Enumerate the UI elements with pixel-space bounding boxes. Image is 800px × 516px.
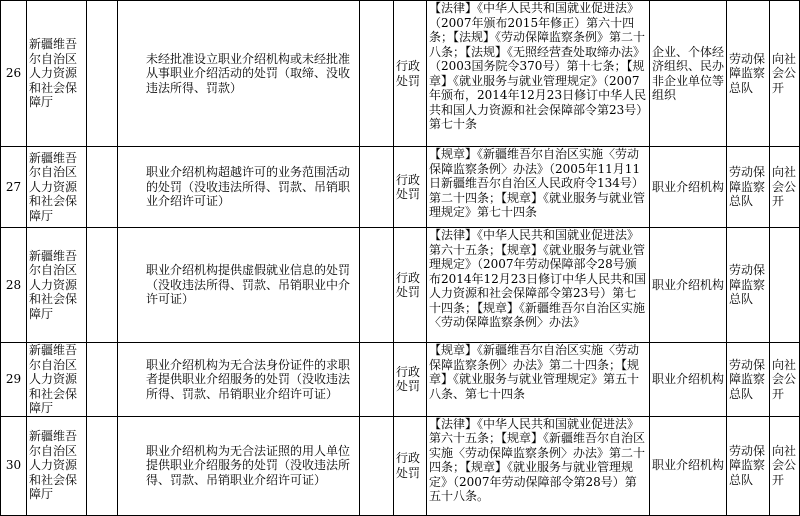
- legal-basis-cell: [427, 1, 650, 147]
- disclosure-cell: [770, 228, 800, 343]
- row-number: 26: [1, 1, 27, 147]
- subject-cell: 企业、个体经济组织、民办非企业单位等组织: [650, 1, 727, 147]
- legal-basis-text: 【法律】《中华人民共和国就业促进法》（2007年颁布2015年修正）第六十四条；【法规】《劳动保障监察条例》第二十八条；【法规】《无照经营查处取缔办法》（2003国务院令370号）第十七条；【规章】《就业服务与就业管理规定》（2007年颁布，2014年12月23日修订中华人民共和国人力资源和社会保障部令第23号）第七十条: [429, 1, 647, 131]
- subject-cell: 职业介绍机构: [650, 228, 727, 343]
- legal-basis-text: 【法律】《中华人民共和国就业促进法》第六十五条；【规章】《新疆维吾尔自治区实施〈劳动保障监察条例〉办法》第二十四条；【规章】《就业服务与就业管理规定》（2007年劳动保障部令第28号）第五十八条。: [429, 416, 646, 503]
- empty-cell: [360, 147, 394, 228]
- legal-basis-cell: [427, 228, 650, 343]
- penalty-type-cell: 行政处罚: [394, 343, 427, 417]
- empty-cell: [87, 416, 118, 515]
- penalty-type-cell: 行政处罚: [394, 1, 427, 147]
- legal-basis-cell: [427, 416, 650, 515]
- item-name-cell: 职业介绍机构为无合法身份证件的求职者提供职业介绍服务的处罚（没收违法所得、罚款、吊销职业介绍许可证）: [118, 343, 360, 417]
- empty-cell: [360, 1, 394, 147]
- row-number: 28: [1, 228, 27, 343]
- item-name-cell: 未经批准设立职业介绍机构或未经批准从事职业介绍活动的处罚（取缔、没收违法所得、罚款）: [118, 1, 360, 147]
- empty-cell: [360, 343, 394, 417]
- unit-cell: 劳动保障监察总队: [727, 228, 770, 343]
- legal-basis-text: 【法律】《中华人民共和国就业促进法》第六十五条；【规章】《就业服务与就业管理规定》（2007年劳动保障部令28号颁布2014年12月23日修订中华人民共和国人力资源和社会保障部令第23号）第七十四条；【规章】《新疆维吾尔自治区实施〈劳动保障监察条例〉办法》: [429, 228, 647, 329]
- legal-basis-text: 【规章】《新疆维吾尔自治区实施〈劳动保障监察条例〉办法》（2005年11月11日新疆维吾尔自治区人民政府令134号）第二十四条；【规章】《就业服务与就业管理规定》第七十四条: [429, 147, 646, 219]
- unit-cell: 劳动保障监察总队: [727, 1, 770, 147]
- item-name-cell: 职业介绍机构为无合法证照的用人单位提供职业介绍服务的处罚（没收违法所得、罚款、吊销职业介绍许可证）: [118, 416, 360, 515]
- empty-cell: [87, 1, 118, 147]
- legal-basis-text: 【规章】《新疆维吾尔自治区实施〈劳动保障监察条例〉办法》第二十四条；【规章】《就业服务与就业管理规定》第五十八条、第七十四条: [429, 343, 640, 401]
- disclosure-cell: 向社会公开: [770, 416, 800, 515]
- table-row: [1, 147, 800, 228]
- unit-cell: 劳动保障监察总队: [727, 147, 770, 228]
- disclosure-cell: 向社会公开: [770, 343, 800, 417]
- legal-basis-cell: [427, 147, 650, 228]
- item-name-cell: 职业介绍机构提供虚假就业信息的处罚（没收违法所得、罚款、吊销职业中介许可证）: [118, 228, 360, 343]
- subject-cell: 职业介绍机构: [650, 416, 727, 515]
- table-row: [1, 228, 800, 343]
- empty-cell: [360, 416, 394, 515]
- subject-cell: 职业介绍机构: [650, 343, 727, 417]
- department-cell: 新疆维吾尔自治区人力资源和社会保障厅: [27, 1, 87, 147]
- department-cell: 新疆维吾尔自治区人力资源和社会保障厅: [27, 343, 87, 417]
- legal-basis-cell: [427, 343, 650, 417]
- department-cell: 新疆维吾尔自治区人力资源和社会保障厅: [27, 416, 87, 515]
- penalty-type-cell: 行政处罚: [394, 416, 427, 515]
- empty-cell: [87, 147, 118, 228]
- department-cell: 新疆维吾尔自治区人力资源和社会保障厅: [27, 147, 87, 228]
- item-name-cell: 职业介绍机构超越许可的业务范围活动的处罚（没收违法所得、罚款、吊销职业介绍许可证）: [118, 147, 360, 228]
- disclosure-cell: 向社会公开: [770, 1, 800, 147]
- subject-cell: 职业介绍机构: [650, 147, 727, 228]
- disclosure-cell: 向社会公开: [770, 147, 800, 228]
- unit-cell: 劳动保障监察总队: [727, 416, 770, 515]
- table-row: [1, 343, 800, 417]
- row-number: 29: [1, 343, 27, 417]
- empty-cell: [87, 228, 118, 343]
- row-number: 30: [1, 416, 27, 515]
- unit-cell: 劳动保障监察总队: [727, 343, 770, 417]
- empty-cell: [360, 228, 394, 343]
- table-row: [1, 1, 800, 147]
- row-number: 27: [1, 147, 27, 228]
- penalty-type-cell: 行政处罚: [394, 228, 427, 343]
- penalty-type-cell: 行政处罚: [394, 147, 427, 228]
- department-cell: 新疆维吾尔自治区人力资源和社会保障厅: [27, 228, 87, 343]
- empty-cell: [87, 343, 118, 417]
- table-row: [1, 416, 800, 515]
